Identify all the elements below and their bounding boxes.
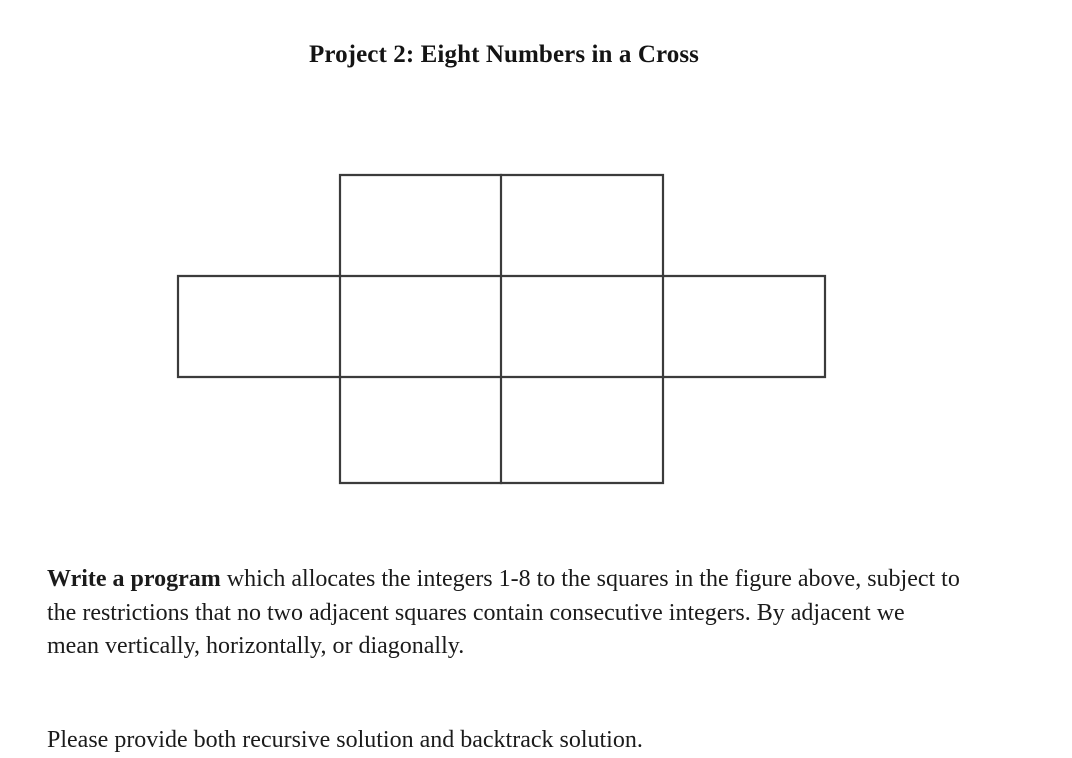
- cross-cell-top-left[interactable]: [340, 174, 501, 276]
- instructions-body-text: which allocates the integers 1-8 to the squares in the figure above, subject to the restrictions that no two adjacent squares contain consecutive integers. By adjacent we mean vertically, horizontally, or diagonally.: [47, 566, 960, 659]
- instructions-paragraph: [47, 563, 962, 664]
- page-title: Project 2: Eight Numbers in a Cross: [308, 41, 700, 68]
- cross-cell-bottom-left[interactable]: [340, 377, 501, 484]
- deliverables-paragraph: Please provide both recursive solution and backtrack solution.: [47, 727, 643, 753]
- instructions-lead-in: Write a program: [47, 566, 221, 592]
- cross-cell-middle-far-right[interactable]: [663, 276, 826, 377]
- cross-cell-bottom-right[interactable]: [501, 377, 663, 484]
- cross-cell-top-right[interactable]: [501, 174, 663, 276]
- cross-cell-middle-right[interactable]: [501, 276, 663, 377]
- cross-grid-figure: [177, 174, 826, 484]
- cross-cell-middle-left[interactable]: [340, 276, 501, 377]
- cross-cell-middle-far-left[interactable]: [177, 276, 340, 377]
